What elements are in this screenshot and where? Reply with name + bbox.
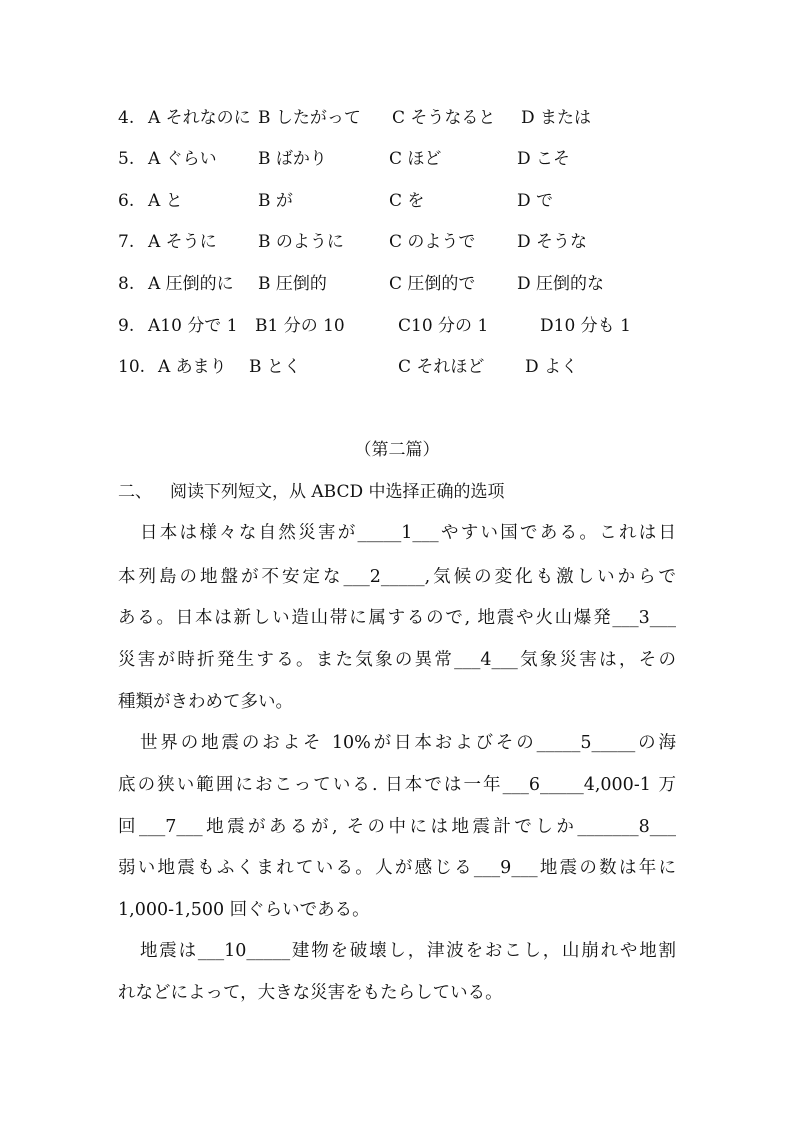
passage-line: 回___7___地震があるが, その中には地震計でしか_______8___ — [118, 817, 676, 837]
passage-line: 種類がきわめて多い。 — [118, 692, 293, 712]
question-number: 8. — [118, 274, 135, 294]
choice-d: D 圧倒的な — [517, 274, 605, 294]
choice-b: B 圧倒的 — [258, 274, 327, 294]
choice-a: A そうに — [148, 232, 217, 252]
choice-c: C を — [389, 191, 425, 211]
choice-c: C そうなると — [392, 108, 496, 128]
choice-b: B ばかり — [258, 149, 327, 169]
choice-b: B1 分の 10 — [255, 316, 345, 336]
choice-a: A10 分で 1 — [148, 316, 238, 336]
choice-a: A あまり — [158, 357, 227, 377]
choice-a: A と — [148, 191, 183, 211]
passage-line: 災害が時折発生する。また気象の異常___4___気象災害は，その — [118, 650, 676, 670]
choice-c: C のようで — [389, 232, 476, 252]
question-number: 4. — [118, 108, 135, 128]
passage-line: 世界の地震のおよそ 10%が日本およびその_____5_____の海 — [140, 733, 676, 753]
question-number: 6. — [118, 191, 135, 211]
choice-c: C 圧倒的で — [389, 274, 476, 294]
passage-line: 本列島の地盤が不安定な___2_____,気候の変化も激しいからで — [118, 567, 676, 587]
passage-line: 弱い地震もふくまれている。人が感じる___9___地震の数は年に — [118, 858, 676, 878]
choice-b: B したがって — [258, 108, 361, 128]
passage-line: 地震は___10_____建物を破壊し，津波をおこし，山崩れや地割 — [140, 941, 676, 961]
passage-line: 日本は様々な自然災害が_____1___やすい国である。これは日 — [140, 523, 676, 543]
passage-line: ある。日本は新しい造山帯に属するので, 地震や火山爆発___3___ — [118, 608, 676, 628]
choice-a: A ぐらい — [148, 149, 217, 169]
section-marker: 二、 — [118, 482, 152, 502]
question-number: 7. — [118, 232, 135, 252]
choice-d: D または — [521, 108, 592, 128]
question-number: 5. — [118, 149, 135, 169]
choice-b: B とく — [249, 357, 301, 377]
question-number: 10. — [118, 357, 146, 377]
choice-d: D こそ — [517, 149, 571, 169]
passage-line: れなどによって，大きな災害をもたらしている。 — [118, 983, 503, 1003]
choice-c: C それほど — [398, 357, 485, 377]
instruction — [118, 480, 505, 504]
choice-a: A 圧倒的に — [148, 274, 234, 294]
choice-d: D10 分も 1 — [540, 316, 631, 336]
passage-line: 1,000-1,500 回ぐらいである。 — [118, 900, 370, 920]
passage-line: 底の狭い範囲におこっている. 日本では一年___6_____4,000-1 万 — [118, 775, 676, 795]
choice-a: A それなのに — [148, 108, 251, 128]
choice-d: D で — [517, 191, 554, 211]
choice-d: D よく — [525, 357, 579, 377]
question-number: 9. — [118, 316, 135, 336]
choice-b: B が — [258, 191, 293, 211]
choice-c: C10 分の 1 — [398, 316, 489, 336]
instruction-text: 阅读下列短文，从 ABCD 中选择正确的选项 — [170, 482, 505, 502]
choice-c: C ほど — [389, 149, 442, 169]
section-title: （第二篇） — [354, 440, 440, 460]
choice-b: B のように — [258, 232, 344, 252]
choice-d: D そうな — [517, 232, 588, 252]
